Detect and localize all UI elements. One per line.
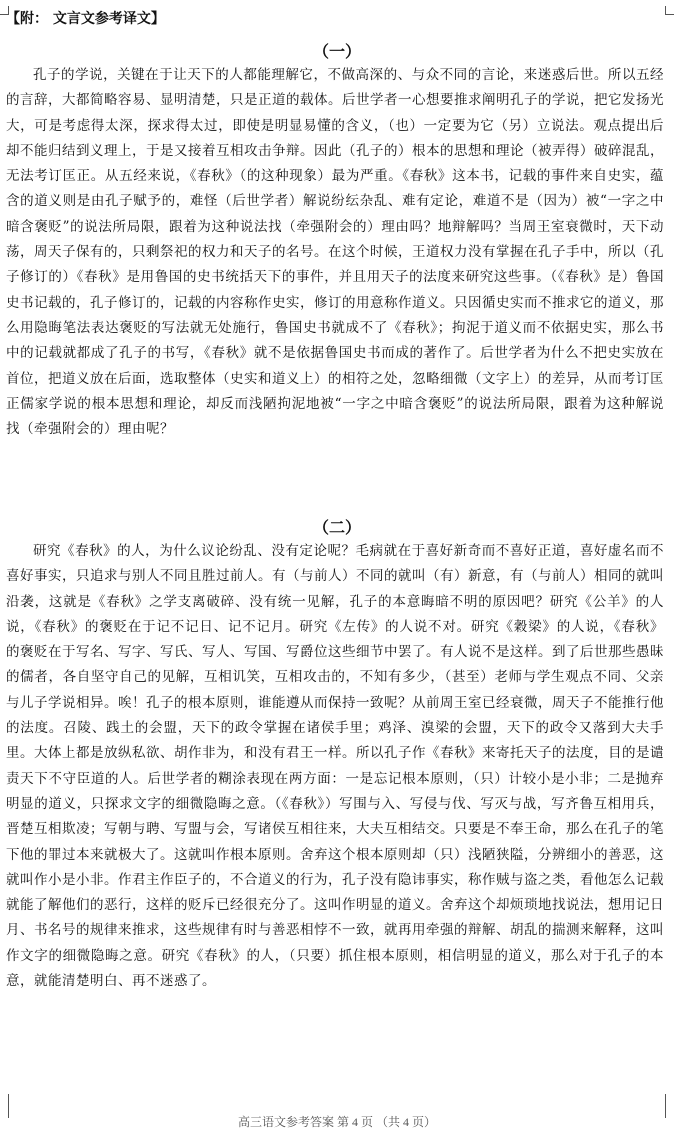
- section-1-title: （一）: [312, 42, 361, 61]
- page-footer: 高三语文参考答案 第 4 页 （共 4 页）: [237, 1115, 436, 1129]
- crop-mark-top-right: [665, 6, 674, 15]
- section-2-title: （二）: [312, 518, 361, 537]
- section-2-paragraph: 研究《春秋》的人，为什么议论纷乱、没有定论呢？毛病就在于喜好新奇而不喜好正道，喜好虚名而不喜好事实，只追求与别人不同且胜过前人。有（与前人）不同的就叫（有）新意，有（与前人）相同的就叫沿袭，这就是《春秋》之学支离破碎、没有统一见解，孔子的本意晦暗不明的原因吧？研究《公羊》的人说，《春秋》的褒贬在于记不记日、记不记月。研究《左传》的人说不对。研究《穀梁》的人说，《春秋》的褒贬在于写名、写字、写氏、写人、写国、写爵位这些细节中罢了。有人说不是这样。到了后世那些愚昧的儒者，各自坚守自己的见解，互相讥笑，互相攻击的，不知有多少，（甚至）老师与学生观点不同、父亲与儿子学说相异。唉！孔子的根本原则，谁能遵从而保持一致呢？从前周王室已经衰微，周天子不能推行他的法度。召陵、践土的会盟，天下的政令掌握在诸侯手里；鸡泽、溴梁的会盟，天下的政令又落到大夫手里。大体上都是放纵私欲、胡作非为，和没有君王一样。所以孔子作《春秋》来寄托天子的法度，目的是谴责天下不守臣道的人。后世学者的糊涂表现在两方面：一是忘记根本原则，（只）计较小是小非；二是抛弃明显的道义，只探求文字的细微隐晦之意。（《春秋》）写围与入、写侵与伐、写灭与战，写齐鲁互相用兵，晋楚互相欺凌；写朝与聘、写盟与会，写诸侯互相往来，大夫互相结交。只要是不奉王命，那么在孔子的笔下他的罪过本来就极大了。这就叫作根本原则。舍弃这个根本原则却（只）浅陋狭隘，分辨细小的善恶，这就叫作小是小非。作君主作臣子的，不合道义的行为，孔子没有隐讳事实，称作贼与盗之类，看他怎么记载就能了解他们的恶行，这样的贬斥已经很充分了。这叫作明显的道义。舍弃这个却烦琐地找说法，想用记日月、书名号的规律来推求，这些规律有时与善恶相悖不一致，就再用牵强的辩解、胡乱的揣测来解释，这叫作文字的细微隐晦之意。研究《春秋》的人，（只要）抓住根本原则，相信明显的道义，那么对于孔子的本意，就能清楚明白、再不迷惑了。: [6, 543, 664, 990]
- appendix-heading: 【附： 文言文参考译文】: [6, 11, 165, 27]
- section-1-paragraph: 孔子的学说，关键在于让天下的人都能理解它，不做高深的、与众不同的言论，来迷惑后世。所以五经的言辞，大都简略容易、显明清楚，只是正道的载体。后世学者一心想要推求阐明孔子的学说，把它发扬光大，可是考虑得太深，探求得太过，即使是明显易懂的含义，（也）一定要为它（另）立说法。观点提出后却不能归结到义理上，于是又接着互相攻击争辩。因此（孔子的）根本的思想和理论（被弄得）破碎混乱，无法考订匡正。从五经来说，《春秋》（的这种现象）最为严重。《春秋》这本书，记载的事件来自史实，蕴含的道义则是由孔子赋予的，难怪（后世学者）解说纷纭杂乱、难有定论，难道不是（因为）被“一字之中暗含褒贬”的说法所局限，跟着为这种说法找（牵强附会的）理由吗？地辩解吗？当周王室衰微时，天下动荡，周天子保有的，只剩祭祀的权力和天子的名号。在这个时候，王道权力没有掌握在孔子手中，所以（孔子修订的）《春秋》是用鲁国的史书统括天下的事件，并且用天子的法度来研究这些事。（《春秋》是）鲁国史书记载的，孔子修订的，记载的内容称作史实，修订的用意称作道义。只因循史实而不推求它的道义，那么用隐晦笔法表达褒贬的写法就无处施行，鲁国史书就成不了《春秋》；拘泥于道义而不依据史实，那么书中的记载就都成了孔子的书写，《春秋》就不是依据鲁国史书而成的著作了。后世学者为什么不把史实放在首位，把道义放在后面，选取整体（史实和道义上）的相符之处，忽略细微（文字上）的差异，从而考订匡正儒家学说的根本思想和理论，却反而浅陋拘泥地被“一字之中暗含褒贬”的说法所局限，跟着为这种解说找（牵强附会的）理由呢？: [6, 67, 664, 438]
